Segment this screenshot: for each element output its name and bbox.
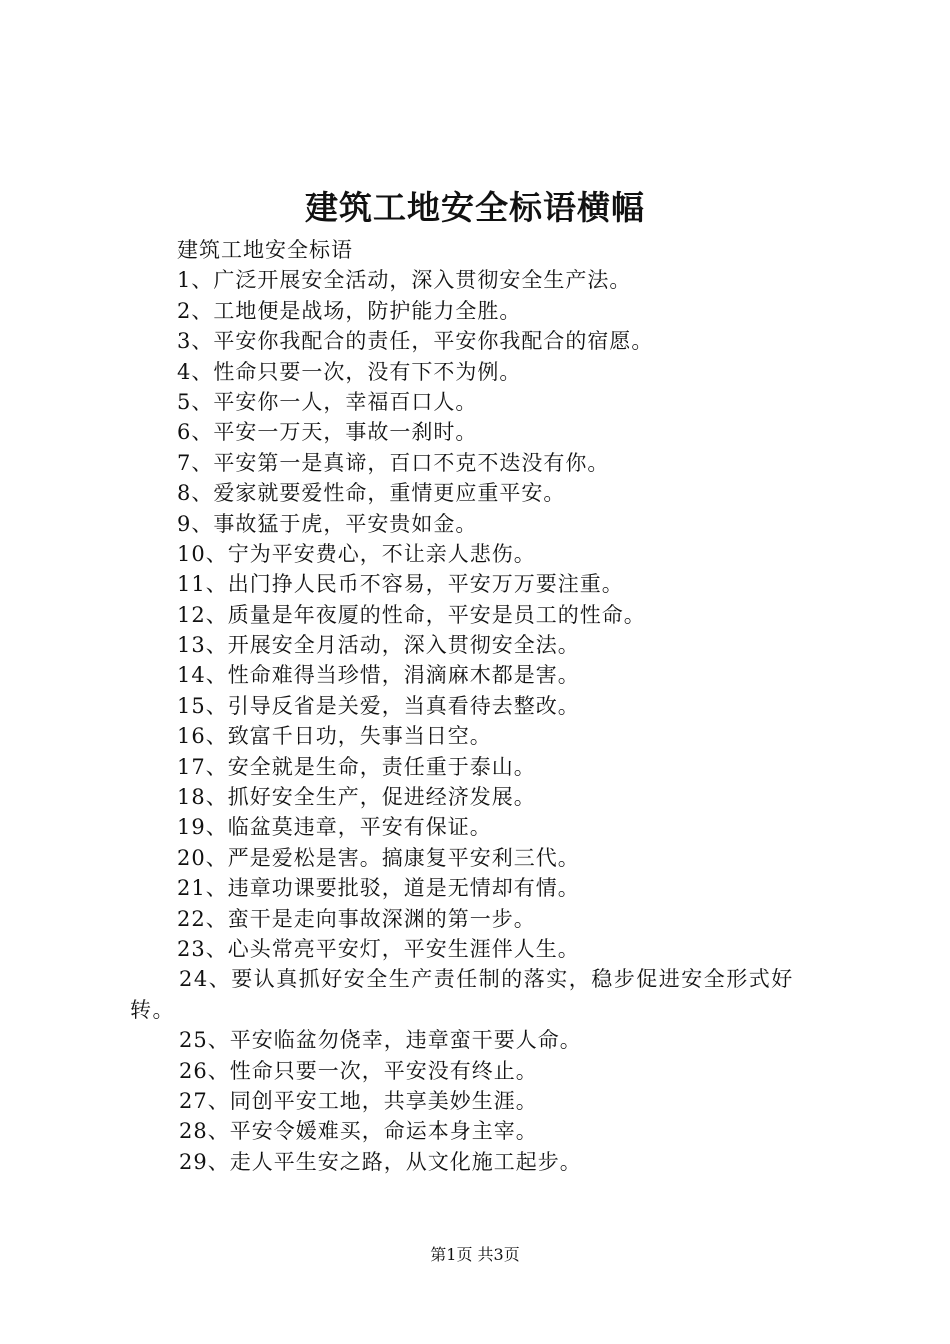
list-item: 7、平安第一是真谛，百口不克不迭没有你。: [177, 450, 610, 475]
list-item: 4、性命只要一次，没有下不为例。: [177, 359, 522, 384]
list-item: 14、性命难得当珍惜，涓滴麻木都是害。: [177, 663, 580, 688]
list-item: 25、平安临盆勿侥幸，违章蛮干要人命。: [179, 1028, 582, 1053]
list-item: 21、违章功课要批驳，道是无情却有情。: [177, 876, 580, 901]
list-item: 5、平安你一人，幸福百口人。: [177, 389, 478, 414]
list-item: 17、安全就是生命，责任重于泰山。: [177, 754, 536, 779]
list-item: 18、抓好安全生产，促进经济发展。: [177, 785, 536, 810]
list-item: 26、性命只要一次，平安没有终止。: [179, 1058, 538, 1083]
list-item: 15、引导反省是关爱，当真看待去整改。: [177, 693, 580, 718]
list-item: 29、走人平生安之路，从文化施工起步。: [179, 1149, 582, 1174]
document-subtitle: 建筑工地安全标语: [177, 238, 353, 262]
list-item: 28、平安令媛难买，命运本身主宰。: [179, 1119, 538, 1144]
list-item: 16、致富千日功，失事当日空。: [177, 724, 492, 749]
list-item: 3、平安你我配合的责任，平安你我配合的宿愿。: [177, 329, 654, 354]
page-footer: 第1页 共3页: [430, 1245, 520, 1264]
list-item: 13、开展安全月活动，深入贯彻安全法。: [177, 633, 580, 658]
list-item: 20、严是爱松是害。搞康复平安利三代。: [177, 845, 580, 870]
document-title: 建筑工地安全标语横幅: [305, 188, 645, 227]
list-item: 8、爱家就要爱性命，重情更应重平安。: [177, 481, 566, 506]
list-item: 11、出门挣人民币不容易，平安万万要注重。: [177, 572, 624, 597]
list-item: 2、工地便是战场，防护能力全胜。: [177, 298, 522, 323]
list-item-wrapped: 24、要认真抓好安全生产责任制的落实，稳步促进安全形式好转。: [130, 967, 794, 1022]
list-item: 23、心头常亮平安灯，平安生涯伴人生。: [177, 936, 580, 961]
list-item: 22、蛮干是走向事故深渊的第一步。: [177, 906, 536, 931]
list-item: 9、事故猛于虎，平安贵如金。: [177, 511, 478, 536]
list-item: 27、同创平安工地，共享美妙生涯。: [179, 1088, 538, 1113]
list-item: 6、平安一万天，事故一刹时。: [177, 420, 478, 445]
list-item: 19、临盆莫违章，平安有保证。: [177, 815, 492, 840]
document-body: [130, 235, 840, 1177]
list-item: 12、质量是年夜厦的性命，平安是员工的性命。: [177, 602, 646, 627]
list-item: 1、广泛开展安全活动，深入贯彻安全生产法。: [177, 268, 632, 293]
list-item: 10、宁为平安费心，不让亲人悲伤。: [177, 541, 536, 566]
